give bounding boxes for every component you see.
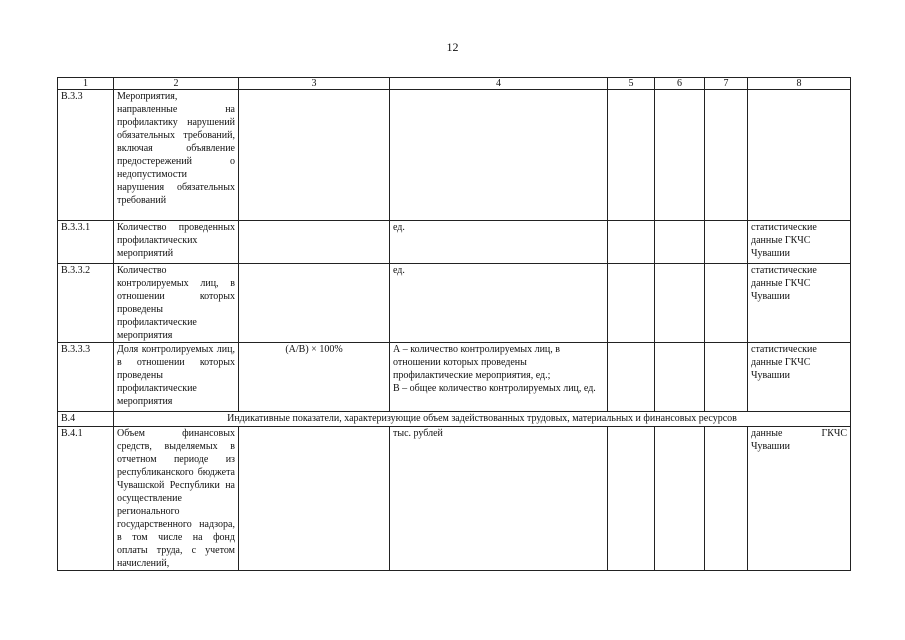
- indicator-formula: [239, 264, 390, 343]
- indicator-code: В.3.3: [58, 90, 114, 221]
- indicator-code: В.4.1: [58, 427, 114, 571]
- indicator-name: Объем финансовых средств, выделяемых в отчетном периоде из республиканского бюджета Чувашской Республики на осуществление регионального государственного надзора, в том числе на фонд оплаты труда, с учетом начислений,: [114, 427, 239, 571]
- header-cell: 3: [239, 78, 390, 90]
- page-number: 12: [446, 40, 459, 54]
- indicator-source: [748, 90, 851, 221]
- indicator-unit: тыс. рублей: [390, 427, 608, 571]
- indicator-unit: ед.: [390, 264, 608, 343]
- indicator-col5: [608, 343, 655, 412]
- indicator-col7: [705, 90, 748, 221]
- indicator-col6: [655, 264, 705, 343]
- indicator-code: В.3.3.3: [58, 343, 114, 412]
- header-cell: 2: [114, 78, 239, 90]
- indicator-col7: [705, 427, 748, 571]
- indicator-name: Мероприятия, направленные на профилактику нарушений обязательных требований, включая объявление предостережений о недопустимости нарушения обязательных требований: [114, 90, 239, 221]
- indicator-name: Доля контролируемых лиц, в отношении которых проведены профилактические мероприятия: [114, 343, 239, 412]
- indicator-source: статистические данные ГКЧС Чувашии: [748, 343, 851, 412]
- indicator-col6: [655, 343, 705, 412]
- header-cell: 5: [608, 78, 655, 90]
- table-row: [58, 343, 851, 412]
- indicator-unit: [390, 90, 608, 221]
- indicator-unit: ед.: [390, 221, 608, 264]
- indicator-col5: [608, 221, 655, 264]
- indicator-col5: [608, 264, 655, 343]
- indicator-col6: [655, 427, 705, 571]
- indicator-name: Количество контролируемых лиц, в отношении которых проведены профилактические мероприятия: [114, 264, 239, 343]
- section-code: В.4: [58, 412, 114, 427]
- table-row: [58, 264, 851, 343]
- indicator-source: статистические данные ГКЧС Чувашии: [748, 264, 851, 343]
- indicator-formula: [239, 221, 390, 264]
- indicator-unit: А – количество контролируемых лиц, в отношении которых проведены профилактические мероприятия, ед.; В – общее количество контролируемых лиц, ед.: [390, 343, 608, 412]
- section-title: Индикативные показатели, характеризующие объем задействованных трудовых, материальных и финансовых ресурсов: [114, 412, 851, 427]
- table-row: [58, 427, 851, 571]
- indicator-col6: [655, 90, 705, 221]
- indicator-col5: [608, 90, 655, 221]
- table-header-row: [58, 78, 851, 90]
- indicator-formula: [239, 427, 390, 571]
- header-cell: 1: [58, 78, 114, 90]
- indicator-name: Количество проведенных профилактических мероприятий: [114, 221, 239, 264]
- indicator-col7: [705, 343, 748, 412]
- table-row: [58, 221, 851, 264]
- indicator-col7: [705, 264, 748, 343]
- indicator-code: В.3.3.1: [58, 221, 114, 264]
- indicator-col5: [608, 427, 655, 571]
- table-row: [58, 90, 851, 221]
- indicator-source: статистические данные ГКЧС Чувашии: [748, 221, 851, 264]
- indicator-col6: [655, 221, 705, 264]
- indicator-source: данные ГКЧС Чувашии: [748, 427, 851, 571]
- header-cell: 6: [655, 78, 705, 90]
- section-row: [58, 412, 851, 427]
- indicator-formula: (А/В) × 100%: [239, 343, 390, 412]
- header-cell: 7: [705, 78, 748, 90]
- indicator-formula: [239, 90, 390, 221]
- header-cell: 8: [748, 78, 851, 90]
- header-cell: 4: [390, 78, 608, 90]
- indicator-col7: [705, 221, 748, 264]
- indicator-code: В.3.3.2: [58, 264, 114, 343]
- indicators-table: [57, 77, 851, 571]
